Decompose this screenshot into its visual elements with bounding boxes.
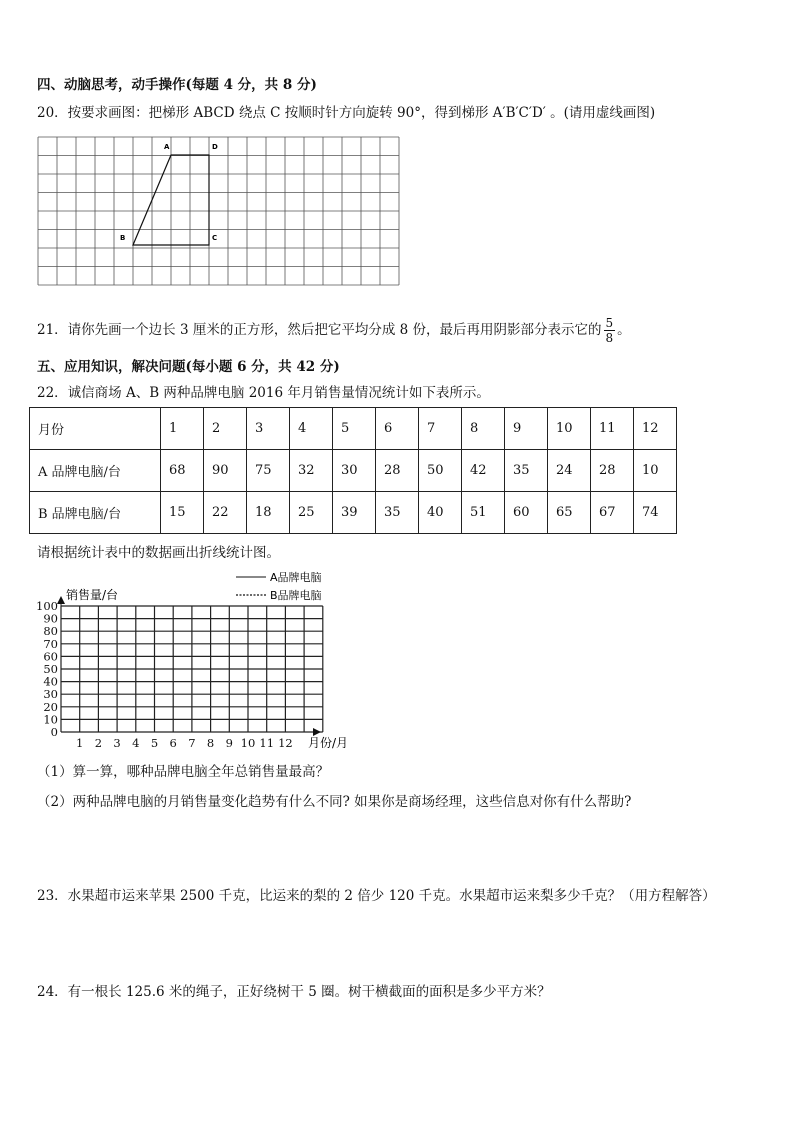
label-a: A <box>164 143 170 151</box>
value-cell: 25 <box>290 492 333 534</box>
month-cell: 8 <box>462 408 505 450</box>
q22-sub2: （2）两种品牌电脑的月销售量变化趋势有什么不同? 如果你是商场经理，这些信息对你有什么帮助? <box>37 794 632 810</box>
q24-text: 24．有一根长 125.6 米的绳子，正好绕树干 5 圈。树干横截面的面积是多少平方米？ <box>37 984 551 1000</box>
row-label-a: A 品牌电脑/台 <box>30 450 161 492</box>
value-cell: 32 <box>290 450 333 492</box>
value-cell: 68 <box>161 450 204 492</box>
y-tick-label: 80 <box>43 624 58 639</box>
chart-y-label: 销售量/台 <box>66 588 119 602</box>
value-cell: 51 <box>462 492 505 534</box>
month-cell: 9 <box>505 408 548 450</box>
x-tick-label: 3 <box>113 736 121 750</box>
q21-line <box>37 315 631 345</box>
value-cell: 42 <box>462 450 505 492</box>
section-5-title: 五、应用知识，解决问题(每小题 6 分，共 42 分) <box>37 359 340 375</box>
y-tick-label: 20 <box>43 699 58 714</box>
value-cell: 74 <box>634 492 677 534</box>
q21-text: 21．请你先画一个边长 3 厘米的正方形，然后把它平均分成 8 份，最后再用阴影部分表示它的 <box>37 322 602 338</box>
value-cell: 30 <box>333 450 376 492</box>
x-tick-label: 11 <box>259 736 275 750</box>
chart-x-label: 月份/月 <box>308 736 349 750</box>
month-cell: 1 <box>161 408 204 450</box>
value-cell: 22 <box>204 492 247 534</box>
x-tick-label: 6 <box>169 736 177 750</box>
table-row-b <box>30 492 677 534</box>
value-cell: 18 <box>247 492 290 534</box>
fraction-denominator: 8 <box>605 331 614 345</box>
label-b: B <box>120 234 126 242</box>
y-tick-label: 10 <box>43 712 58 727</box>
month-cell: 11 <box>591 408 634 450</box>
x-tick-label: 12 <box>278 736 293 750</box>
x-tick-label: 9 <box>225 736 233 750</box>
y-tick-label: 50 <box>43 662 58 676</box>
value-cell: 28 <box>376 450 419 492</box>
table-row-months <box>30 408 677 450</box>
value-cell: 60 <box>505 492 548 534</box>
x-axis-arrow <box>313 728 321 736</box>
month-cell: 3 <box>247 408 290 450</box>
value-cell: 50 <box>419 450 462 492</box>
chart-y-tick-labels <box>36 599 58 739</box>
value-cell: 65 <box>548 492 591 534</box>
row-label-b: B 品牌电脑/台 <box>30 492 161 534</box>
month-cell: 10 <box>548 408 591 450</box>
value-cell: 40 <box>419 492 462 534</box>
value-cell: 10 <box>634 450 677 492</box>
month-cell: 5 <box>333 408 376 450</box>
month-cell: 4 <box>290 408 333 450</box>
q20-text: 20．按要求画图：把梯形 ABCD 绕点 C 按顺时针方向旋转 90°，得到梯形 A′B′C′D′ 。(请用虚线画图) <box>37 105 656 121</box>
chart-gridlines <box>61 602 323 732</box>
value-cell: 35 <box>376 492 419 534</box>
y-tick-label: 90 <box>43 611 58 626</box>
sales-table <box>29 407 677 534</box>
value-cell: 75 <box>247 450 290 492</box>
value-cell: 35 <box>505 450 548 492</box>
q20-grid <box>37 136 400 285</box>
y-tick-label: 30 <box>43 687 58 702</box>
y-tick-label: 40 <box>43 674 58 689</box>
x-tick-label: 4 <box>132 736 140 750</box>
table-row-a <box>30 450 677 492</box>
x-tick-label: 2 <box>94 736 103 750</box>
fraction-five-eighths <box>604 316 616 345</box>
month-cell: 2 <box>204 408 247 450</box>
fraction-numerator: 5 <box>605 316 614 330</box>
y-tick-label: 100 <box>36 599 58 613</box>
label-c: C <box>212 234 218 242</box>
label-d: D <box>212 143 218 151</box>
legend-a-label: A品牌电脑 <box>270 571 322 584</box>
legend-b-label: B品牌电脑 <box>270 589 322 602</box>
value-cell: 28 <box>591 450 634 492</box>
q22-sub1: （1）算一算，哪种品牌电脑全年总销售量最高？ <box>37 764 330 780</box>
table-header-label: 月份 <box>30 408 161 450</box>
month-cell: 12 <box>634 408 677 450</box>
value-cell: 90 <box>204 450 247 492</box>
x-tick-label: 7 <box>188 736 196 750</box>
value-cell: 67 <box>591 492 634 534</box>
grid-lines <box>38 137 399 285</box>
y-tick-label: 0 <box>50 725 58 739</box>
y-axis-arrow <box>57 596 65 604</box>
chart-x-tick-labels <box>76 736 293 750</box>
q23-text: 23．水果超市运来苹果 2500 千克，比运来的梨的 2 倍少 120 千克。水果超市运来梨多少千克？（用方程解答） <box>37 888 716 904</box>
value-cell: 15 <box>161 492 204 534</box>
x-tick-label: 8 <box>206 736 215 750</box>
x-tick-label: 10 <box>240 736 256 750</box>
value-cell: 24 <box>548 450 591 492</box>
y-tick-label: 60 <box>43 649 58 664</box>
q21-end: 。 <box>617 322 631 338</box>
q22-text: 22．诚信商场 A、B 两种品牌电脑 2016 年月销售量情况统计如下表所示。 <box>37 385 490 401</box>
section-4-title: 四、动脑思考，动手操作(每题 4 分，共 8 分) <box>37 77 317 93</box>
y-tick-label: 70 <box>43 636 58 651</box>
q22-instruction: 请根据统计表中的数据画出折线统计图。 <box>37 545 280 561</box>
x-tick-label: 5 <box>150 736 159 750</box>
x-tick-label: 1 <box>76 736 84 750</box>
month-cell: 7 <box>419 408 462 450</box>
value-cell: 39 <box>333 492 376 534</box>
line-chart-grid <box>30 566 349 756</box>
month-cell: 6 <box>376 408 419 450</box>
